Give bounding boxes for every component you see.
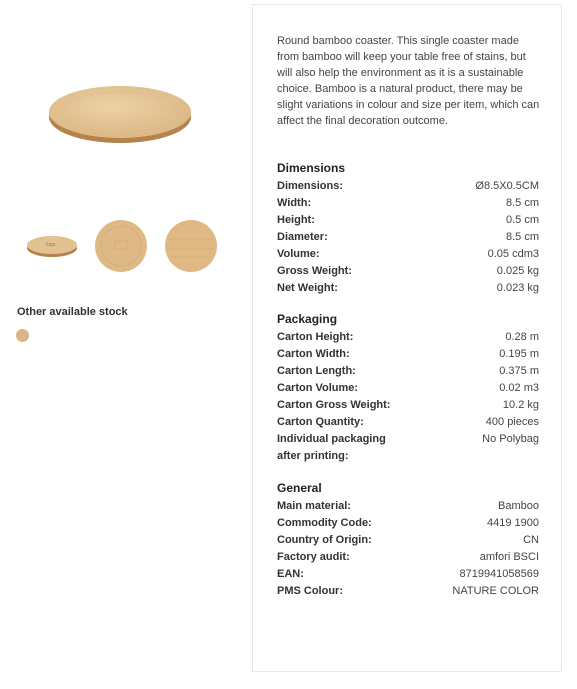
spec-value: amfori BSCI xyxy=(479,551,539,563)
dimensions-heading: Dimensions xyxy=(277,161,346,175)
spec-value: 0.195 m xyxy=(499,348,539,360)
spec-row xyxy=(277,178,539,195)
spec-value: 0.375 m xyxy=(499,365,539,377)
spec-label: Carton Gross Weight: xyxy=(277,399,391,411)
spec-value: 8719941058569 xyxy=(459,568,539,580)
spec-row xyxy=(277,397,539,414)
spec-row xyxy=(277,229,539,246)
general-section xyxy=(277,480,539,600)
packaging-heading: Packaging xyxy=(277,312,338,326)
spec-label: Net Weight: xyxy=(277,282,338,294)
spec-value: 0.28 m xyxy=(505,331,539,343)
spec-row xyxy=(277,246,539,263)
spec-value: NATURE COLOR xyxy=(452,585,539,597)
spec-label: Diameter: xyxy=(277,231,328,243)
general-heading: General xyxy=(277,481,322,495)
thumbnail-top-view-plain[interactable] xyxy=(164,219,218,273)
spec-row xyxy=(277,280,539,297)
spec-row xyxy=(277,414,539,431)
spec-value: 0.023 kg xyxy=(496,282,539,294)
spec-value: 10.2 kg xyxy=(502,399,539,411)
spec-label: Carton Quantity: xyxy=(277,416,364,428)
product-description: Round bamboo coaster. This single coaster made from bamboo will keep your table free of stains, but will also help the environment as it is a sustainable choice. Bamboo is a natural product, there may be slight variations in colour and size per item, which can affect the final decoration outcome. xyxy=(277,35,540,127)
spec-value: 0.02 m3 xyxy=(499,382,539,394)
spec-value: 0.5 cm xyxy=(505,214,539,226)
spec-row xyxy=(277,583,539,600)
spec-label: Country of Origin: xyxy=(277,534,372,546)
spec-value: 0.025 kg xyxy=(496,265,539,277)
spec-label: Dimensions: xyxy=(277,180,344,192)
packaging-section xyxy=(277,311,539,465)
spec-row xyxy=(277,380,539,397)
spec-row xyxy=(277,195,539,212)
other-stock-label: Other available stock xyxy=(17,306,128,318)
spec-row xyxy=(277,263,539,280)
spec-value: 8.5 cm xyxy=(505,197,539,209)
spec-value: No Polybag xyxy=(482,433,539,445)
spec-row xyxy=(277,346,539,363)
spec-row xyxy=(277,532,539,549)
spec-value: Bamboo xyxy=(498,500,539,512)
spec-label: Main material: xyxy=(277,500,351,512)
spec-label: Commodity Code: xyxy=(277,517,372,529)
spec-row xyxy=(277,515,539,532)
product-gallery xyxy=(0,0,250,689)
spec-row xyxy=(277,212,539,229)
spec-label: Carton Volume: xyxy=(277,382,359,394)
spec-label: Height: xyxy=(277,214,315,226)
spec-label: Volume: xyxy=(277,248,320,260)
color-swatch-nature[interactable] xyxy=(16,329,29,342)
spec-label: Gross Weight: xyxy=(277,265,352,277)
spec-label: Factory audit: xyxy=(277,551,350,563)
spec-label: Carton Width: xyxy=(277,348,350,360)
svg-text:logo: logo xyxy=(46,242,56,248)
spec-row xyxy=(277,363,539,380)
spec-label: PMS Colour: xyxy=(277,585,343,597)
main-product-image[interactable] xyxy=(45,78,195,148)
spec-value: 4419 1900 xyxy=(487,517,539,529)
spec-value: CN xyxy=(523,534,539,546)
spec-label: Individual packaging after printing: xyxy=(277,433,386,462)
spec-label: Carton Length: xyxy=(277,365,356,377)
spec-label: EAN: xyxy=(277,568,304,580)
dimensions-section xyxy=(277,160,539,297)
spec-row xyxy=(277,549,539,566)
spec-value: 0.05 cdm3 xyxy=(487,248,539,260)
product-details-panel xyxy=(252,4,562,672)
spec-label: Width: xyxy=(277,197,312,209)
spec-value: 400 pieces xyxy=(485,416,539,428)
thumbnail-side-view[interactable] xyxy=(24,229,80,263)
spec-row xyxy=(277,498,539,515)
spec-row xyxy=(277,329,539,346)
spec-row xyxy=(277,431,539,465)
spec-row xyxy=(277,566,539,583)
spec-value: 8.5 cm xyxy=(505,231,539,243)
spec-label: Carton Height: xyxy=(277,331,354,343)
thumbnail-top-view-engraved[interactable] xyxy=(94,219,148,273)
spec-value: Ø8.5X0.5CM xyxy=(475,180,539,192)
